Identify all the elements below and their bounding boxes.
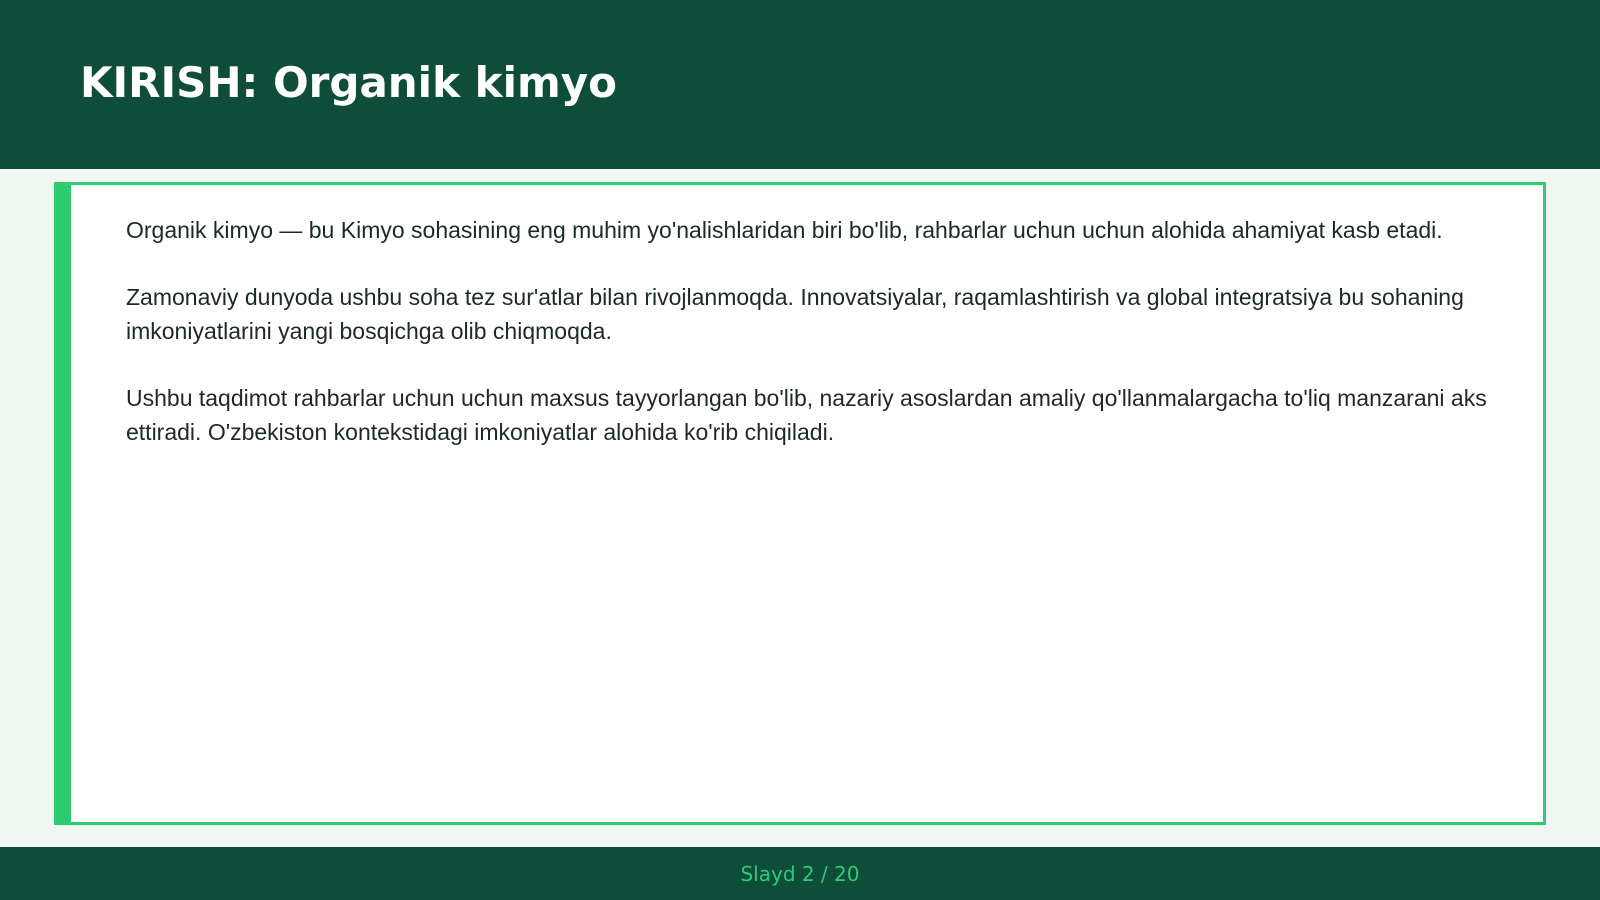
content-body	[126, 213, 1531, 482]
slide-title: KIRISH: Organik kimyo	[80, 58, 617, 107]
modern-world-paragraph: Zamonaviy dunyoda ushbu soha tez sur'atlar bilan rivojlanmoqda. Innovatsiyalar, raqamlashtirish va global integratsiya bu sohaning imkoniyatlarini yangi bosqichga olib chiqmoqda.	[126, 284, 1464, 344]
intro-paragraph: Organik kimyo — bu Kimyo sohasining eng muhim yo'nalishlaridan biri bo'lib, rahbarlar uchun uchun alohida ahamiyat kasb etadi.	[126, 217, 1443, 243]
slide-header	[0, 0, 1600, 169]
slide-counter: Slayd 2 / 20	[740, 862, 860, 886]
presentation-purpose-paragraph: Ushbu taqdimot rahbarlar uchun uchun maxsus tayyorlangan bo'lib, nazariy asoslardan amaliy qo'llanmalargacha to'liq manzarani aks ettiradi. O'zbekiston kontekstidagi imkoniyatlar alohida ko'rib chiqiladi.	[126, 385, 1487, 445]
slide-footer	[0, 847, 1600, 900]
content-card	[54, 182, 1546, 825]
